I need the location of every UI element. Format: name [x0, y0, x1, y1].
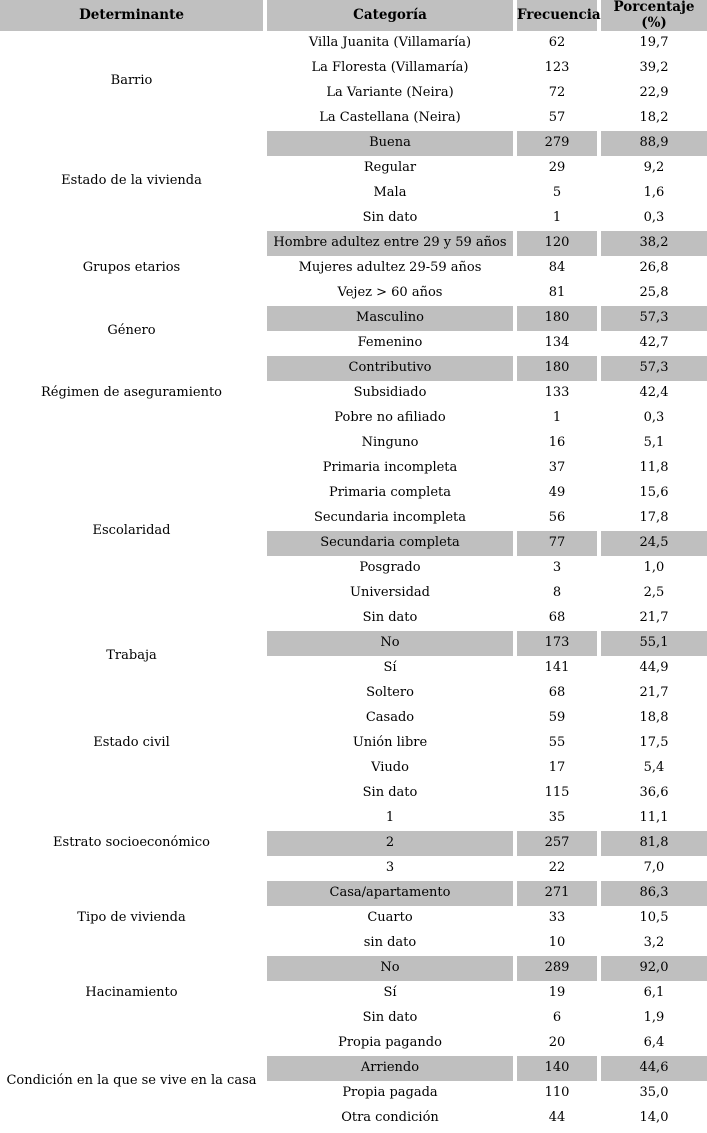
frecuencia-cell: 5: [513, 181, 597, 206]
frecuencia-cell: 1: [513, 206, 597, 231]
categoria-cell: Sí: [263, 981, 513, 1006]
frecuencia-cell: 84: [513, 256, 597, 281]
frecuencia-cell: 20: [513, 1031, 597, 1056]
table-row: [0, 356, 707, 381]
determinante-cell: Trabaja: [0, 631, 263, 681]
porcentaje-cell: 25,8: [597, 281, 707, 306]
categoria-cell: No: [263, 956, 513, 981]
frecuencia-cell: 29: [513, 156, 597, 181]
categoria-cell: Cuarto: [263, 906, 513, 931]
categoria-cell: Secundaria completa: [263, 531, 513, 556]
porcentaje-cell: 44,6: [597, 1056, 707, 1081]
porcentaje-cell: 0,3: [597, 206, 707, 231]
determinante-cell: Régimen de aseguramiento: [0, 356, 263, 431]
porcentaje-cell: 18,8: [597, 706, 707, 731]
frecuencia-cell: 55: [513, 731, 597, 756]
categoria-cell: La Variante (Neira): [263, 81, 513, 106]
porcentaje-cell: 1,6: [597, 181, 707, 206]
frecuencia-cell: 140: [513, 1056, 597, 1081]
porcentaje-cell: 35,0: [597, 1081, 707, 1106]
porcentaje-cell: 7,0: [597, 856, 707, 881]
table-row: [0, 306, 707, 331]
categoria-cell: sin dato: [263, 931, 513, 956]
categoria-cell: Primaria completa: [263, 481, 513, 506]
frecuencia-cell: 279: [513, 131, 597, 156]
table-row: [0, 231, 707, 256]
categoria-cell: Subsidiado: [263, 381, 513, 406]
porcentaje-cell: 36,6: [597, 781, 707, 806]
porcentaje-cell: 1,9: [597, 1006, 707, 1031]
porcentaje-cell: 26,8: [597, 256, 707, 281]
porcentaje-cell: 86,3: [597, 881, 707, 906]
categoria-cell: Hombre adultez entre 29 y 59 años: [263, 231, 513, 256]
porcentaje-cell: 1,0: [597, 556, 707, 581]
porcentaje-cell: 57,3: [597, 356, 707, 381]
determinante-cell: Tipo de vivienda: [0, 881, 263, 956]
table-row: [0, 806, 707, 831]
frecuencia-cell: 22: [513, 856, 597, 881]
porcentaje-cell: 2,5: [597, 581, 707, 606]
porcentaje-cell: 81,8: [597, 831, 707, 856]
porcentaje-cell: 92,0: [597, 956, 707, 981]
categoria-cell: Casa/apartamento: [263, 881, 513, 906]
frecuencia-cell: 289: [513, 956, 597, 981]
frecuencia-cell: 123: [513, 56, 597, 81]
frecuencia-cell: 16: [513, 431, 597, 456]
frecuencia-cell: 3: [513, 556, 597, 581]
porcentaje-cell: 6,4: [597, 1031, 707, 1056]
categoria-cell: 3: [263, 856, 513, 881]
porcentaje-cell: 5,4: [597, 756, 707, 781]
categoria-cell: 1: [263, 806, 513, 831]
categoria-cell: Ninguno: [263, 431, 513, 456]
frecuencia-cell: 49: [513, 481, 597, 506]
categoria-cell: Unión libre: [263, 731, 513, 756]
frecuencia-cell: 115: [513, 781, 597, 806]
frecuencia-cell: 6: [513, 1006, 597, 1031]
categoria-cell: Propia pagada: [263, 1081, 513, 1106]
table-row: [0, 431, 707, 456]
categoria-cell: Posgrado: [263, 556, 513, 581]
frecuencia-cell: 180: [513, 356, 597, 381]
frecuencia-cell: 56: [513, 506, 597, 531]
frecuencia-cell: 72: [513, 81, 597, 106]
porcentaje-cell: 11,1: [597, 806, 707, 831]
frecuencia-cell: 10: [513, 931, 597, 956]
categoria-cell: La Floresta (Villamaría): [263, 56, 513, 81]
porcentaje-cell: 22,9: [597, 81, 707, 106]
frecuencia-cell: 257: [513, 831, 597, 856]
porcentaje-cell: 21,7: [597, 681, 707, 706]
porcentaje-cell: 11,8: [597, 456, 707, 481]
porcentaje-cell: 9,2: [597, 156, 707, 181]
categoria-cell: Sin dato: [263, 781, 513, 806]
categoria-cell: Pobre no afiliado: [263, 406, 513, 431]
categoria-cell: Universidad: [263, 581, 513, 606]
categoria-cell: Viudo: [263, 756, 513, 781]
categoria-cell: 2: [263, 831, 513, 856]
porcentaje-cell: 24,5: [597, 531, 707, 556]
porcentaje-cell: 55,1: [597, 631, 707, 656]
frecuencia-cell: 120: [513, 231, 597, 256]
porcentaje-cell: 44,9: [597, 656, 707, 681]
categoria-cell: Mujeres adultez 29-59 años: [263, 256, 513, 281]
frecuencia-cell: 8: [513, 581, 597, 606]
frecuencia-cell: 110: [513, 1081, 597, 1106]
table-row: [0, 31, 707, 56]
categoria-cell: Propia pagando: [263, 1031, 513, 1056]
frecuencia-cell: 173: [513, 631, 597, 656]
categoria-cell: Vejez > 60 años: [263, 281, 513, 306]
table-row: [0, 956, 707, 981]
categoria-cell: Mala: [263, 181, 513, 206]
categoria-cell: Sí: [263, 656, 513, 681]
porcentaje-cell: 5,1: [597, 431, 707, 456]
frecuencia-cell: 19: [513, 981, 597, 1006]
determinante-cell: Estrato socioeconómico: [0, 806, 263, 881]
porcentaje-cell: 19,7: [597, 31, 707, 56]
categoria-cell: No: [263, 631, 513, 656]
determinante-cell: Estado civil: [0, 681, 263, 806]
frecuencia-cell: 33: [513, 906, 597, 931]
frecuencia-cell: 44: [513, 1106, 597, 1131]
categoria-cell: Buena: [263, 131, 513, 156]
frecuencia-cell: 133: [513, 381, 597, 406]
porcentaje-cell: 38,2: [597, 231, 707, 256]
categoria-cell: Masculino: [263, 306, 513, 331]
determinante-cell: Estado de la vivienda: [0, 131, 263, 231]
porcentaje-cell: 17,8: [597, 506, 707, 531]
porcentaje-cell: 6,1: [597, 981, 707, 1006]
table-row: [0, 131, 707, 156]
column-header-porcentaje: Porcentaje (%): [597, 0, 707, 31]
table-row: [0, 631, 707, 656]
determinante-cell: Escolaridad: [0, 431, 263, 631]
column-header-frecuencia: Frecuencia: [513, 0, 597, 31]
categoria-cell: Primaria incompleta: [263, 456, 513, 481]
porcentaje-cell: 57,3: [597, 306, 707, 331]
porcentaje-cell: 88,9: [597, 131, 707, 156]
categoria-cell: Sin dato: [263, 206, 513, 231]
categoria-cell: Regular: [263, 156, 513, 181]
frecuencia-cell: 37: [513, 456, 597, 481]
categoria-cell: Femenino: [263, 331, 513, 356]
frecuencia-cell: 17: [513, 756, 597, 781]
categoria-cell: Contributivo: [263, 356, 513, 381]
categoria-cell: Sin dato: [263, 606, 513, 631]
frecuencia-cell: 141: [513, 656, 597, 681]
porcentaje-cell: 42,4: [597, 381, 707, 406]
porcentaje-cell: 15,6: [597, 481, 707, 506]
frecuencia-cell: 59: [513, 706, 597, 731]
frecuencia-cell: 77: [513, 531, 597, 556]
porcentaje-cell: 14,0: [597, 1106, 707, 1131]
frecuencia-cell: 81: [513, 281, 597, 306]
table-row: [0, 881, 707, 906]
porcentaje-cell: 10,5: [597, 906, 707, 931]
porcentaje-cell: 0,3: [597, 406, 707, 431]
categoria-cell: Villa Juanita (Villamaría): [263, 31, 513, 56]
determinante-cell: Hacinamiento: [0, 956, 263, 1031]
frecuencia-cell: 35: [513, 806, 597, 831]
porcentaje-cell: 18,2: [597, 106, 707, 131]
determinante-cell: Género: [0, 306, 263, 356]
frecuencia-cell: 68: [513, 606, 597, 631]
header-row: [0, 0, 707, 31]
column-header-categoria: Categoría: [263, 0, 513, 31]
frecuencia-cell: 180: [513, 306, 597, 331]
table-body: [0, 31, 707, 1131]
porcentaje-cell: 17,5: [597, 731, 707, 756]
frecuencia-cell: 62: [513, 31, 597, 56]
frecuencia-cell: 271: [513, 881, 597, 906]
frecuencia-cell: 1: [513, 406, 597, 431]
categoria-cell: La Castellana (Neira): [263, 106, 513, 131]
categoria-cell: Soltero: [263, 681, 513, 706]
categoria-cell: Otra condición: [263, 1106, 513, 1131]
porcentaje-cell: 21,7: [597, 606, 707, 631]
porcentaje-cell: 39,2: [597, 56, 707, 81]
table-row: [0, 681, 707, 706]
determinante-cell: Barrio: [0, 31, 263, 131]
determinante-cell: Grupos etarios: [0, 231, 263, 306]
table-row: [0, 1031, 707, 1056]
categoria-cell: Secundaria incompleta: [263, 506, 513, 531]
determinante-cell: Condición en la que se vive en la casa: [0, 1031, 263, 1131]
frecuencia-cell: 134: [513, 331, 597, 356]
categoria-cell: Sin dato: [263, 1006, 513, 1031]
categoria-cell: Casado: [263, 706, 513, 731]
categoria-cell: Arriendo: [263, 1056, 513, 1081]
porcentaje-cell: 3,2: [597, 931, 707, 956]
frecuencia-cell: 68: [513, 681, 597, 706]
porcentaje-cell: 42,7: [597, 331, 707, 356]
column-header-determinante: Determinante: [0, 0, 263, 31]
frecuencia-cell: 57: [513, 106, 597, 131]
